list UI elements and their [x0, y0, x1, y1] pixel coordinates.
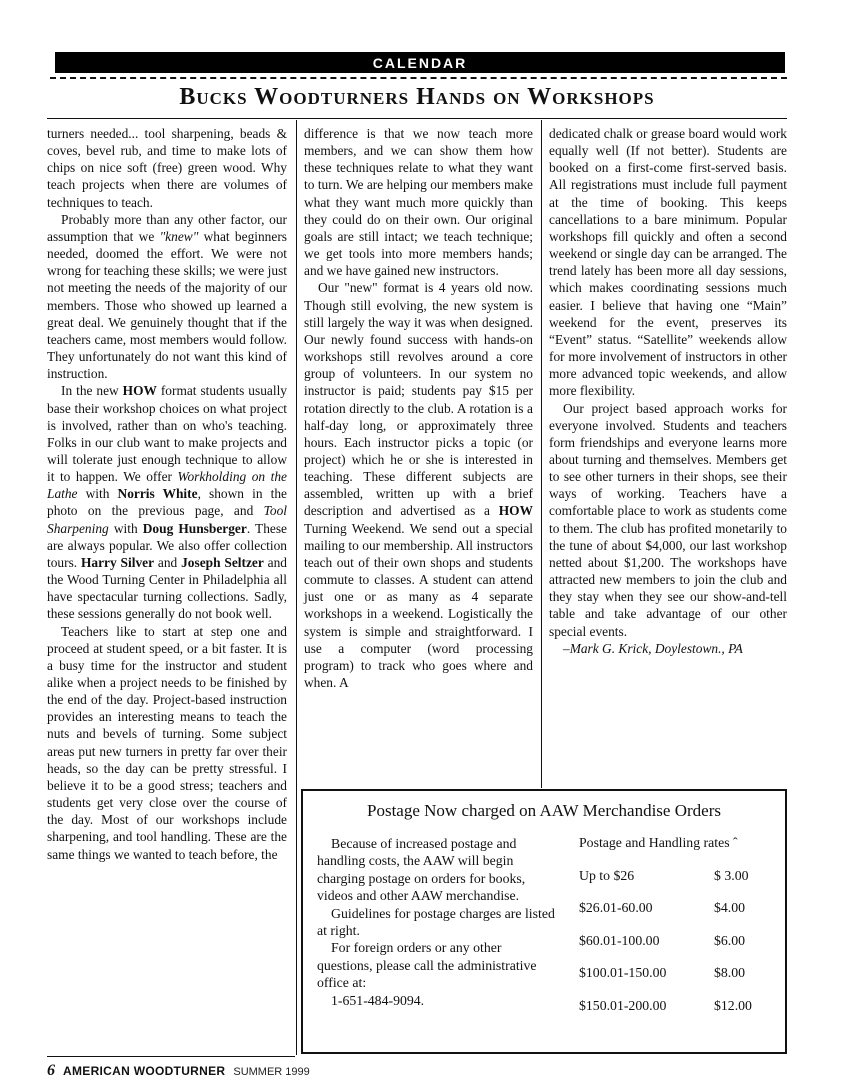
postage-box-text: [317, 835, 557, 1014]
issue-label: SUMMER 1999: [233, 1066, 310, 1078]
paragraph: Our "new" format is 4 years old now. Though still evolving, the new system is still largely the way it was when designed. Our newly found success with hands-on workshops still revolves around a core group of volunteers. In our system no instructor is paid; students pay $15 per rotation directly to the club. A rotation is a half-day long, or approximately three hours. Each instructor picks a topic (or project) which he or she is interested in teaching. These different subjects are assembled, written up with a brief description and advertised as a HOW Turning Weekend. We send out a special mailing to our membership. All instructors teach out of their own shops and students commute to classes. A student can attend just one or as many as 4 separate workshops in a weekend. Logistically the system is simple and straightforward. I use a computer (word processing program) to track who goes where and when. A: [304, 280, 533, 690]
rates-table: [579, 868, 771, 1014]
article-title: Bucks Woodturners Hands on Workshops: [179, 84, 655, 110]
paragraph: difference is that we now teach more members, and we can show them how these techniques relate to what they want to turn. We are helping our members make what they want much more quickly than they could do on their own. Our original goals are still intact; we teach technique; we get tools into more members hands; and we have gained new instructors.: [304, 126, 533, 279]
postage-rates-panel: [571, 835, 771, 1014]
rate-price: $6.00: [714, 932, 746, 948]
paragraph: Because of increased postage and handling costs, the AAW will begin charging postage on orders for books, videos and other AAW merchandise.: [317, 836, 526, 904]
rate-range: $150.01-200.00: [579, 997, 667, 1013]
paragraph: Probably more than any other factor, our assumption that we "knew" what beginners needed, doomed the effort. We were not wrong for teaching these skills; we were just not meeting the needs of the majority of our members. Those who showed up learned a great deal. We genuinely thought that if the teachers came, most members would follow. They unfortunately do not want this kind of instruction.: [47, 211, 287, 382]
postage-box-title: Postage Now charged on AAW Merchandise Orders: [367, 801, 721, 820]
rate-price: $ 3.00: [714, 867, 749, 883]
paragraph: For foreign orders or any other questions, please call the administrative office at:: [317, 940, 537, 991]
rate-row: [579, 900, 771, 916]
column-divider-2: [541, 120, 542, 788]
bottom-rule: [47, 1056, 295, 1057]
article-column-3: [549, 125, 787, 657]
rates-header: Postage and Handling rates ˆ: [579, 835, 738, 850]
title-rule: [47, 118, 787, 119]
calendar-banner-label: CALENDAR: [372, 54, 468, 71]
paragraph: 1-651-484-9094.: [331, 992, 425, 1008]
paragraph: Teachers like to start at step one and proceed at student speed, or a bit faster. It is a busy time for the instructor and student alike when a project needs to be finished by the end of the day. Project-based instruction provides an interesting means to teach the nuts and bevels of turning. Some subject areas put new turners in pretty far over their heads, so the day can be pretty stressful. I believe it to be a good stress; teachers and students get very close over the course of the day. Most of our workshops include sharpening, and tool handling. These are the same things we wanted to teach before, the: [47, 623, 287, 862]
magazine-name: AMERICAN WOODTURNER: [63, 1064, 226, 1078]
page-number: 6: [47, 1062, 55, 1079]
dashed-divider: [50, 77, 787, 79]
rate-range: $60.01-100.00: [579, 932, 660, 948]
rate-price: $8.00: [714, 965, 746, 980]
rate-row: [579, 965, 771, 981]
paragraph: dedicated chalk or grease board would work equally well (If not better). Students are booked on a first-come first-served basis. All registrations must include full payment at the time of booking. This keeps cancellations to a bare minimum. Popular workshops fill quickly and often a second weekend or single day can be arranged. The trend lately has been more all day sessions, which makes coordinating sessions much easier. I believe that having one “Main” weekend for the event, preserves its “Event” status. “Satellite” weekends allow for more involvement of instructors in other more advanced topic weekends, and allow more flexibility.: [549, 126, 787, 399]
paragraph: In the new HOW format students usually base their workshop choices on what project is involved, rather than on who's teaching. Folks in our club want to make projects and will tolerate just enough technique to allow it to happen. We offer Workholding on the Lathe with Norris White, shown in the photo on the previous page, and Tool Sharpening with Doug Hunsberger. These are always popular. We also offer collection tours. Harry Silver and Joseph Seltzer and the Wood Turning Center in Philadelphia all have spectacular turning collections. Sadly, these sessions generally do not book well.: [47, 383, 287, 622]
column-divider-1: [296, 120, 297, 1055]
postage-box-columns: [317, 835, 771, 1014]
article-column-2: [304, 125, 533, 691]
postage-notice-box: [301, 789, 787, 1054]
paragraph: –Mark G. Krick, Doylestown., PA: [563, 640, 743, 656]
rate-range: $26.01-60.00: [579, 900, 653, 915]
paragraph: Our project based approach works for everyone involved. Students and teachers form friendships and everyone learns more about turning and themselves. Members get to see other turners in their shops, see their ways of working. Teachers have a comfortable place to work as students come to them. The club has profited monetarily to the tune of about $4,000, our last workshop netted about $1,200. The workshops have attracted new members to join the club and they stay when they see our show-and-tell table and take advantage of our other special events.: [549, 400, 787, 639]
rate-range: $100.01-150.00: [579, 965, 667, 980]
article-column-1: [47, 125, 287, 863]
rate-row: [579, 868, 771, 884]
paragraph: Guidelines for postage charges are listed at right.: [317, 905, 555, 939]
rate-row: [579, 933, 771, 949]
paragraph: turners needed... tool sharpening, beads & coves, bevel rub, and time to make lots of chips on nice soft (free) green wood. Why teach projects when there are volumes of techniques to teach.: [47, 126, 287, 210]
calendar-banner: [55, 52, 785, 73]
page-footer: [47, 1062, 310, 1080]
rate-price: $12.00: [714, 997, 752, 1013]
rate-range: Up to $26: [579, 867, 635, 883]
rate-price: $4.00: [714, 900, 746, 915]
rate-row: [579, 998, 771, 1014]
